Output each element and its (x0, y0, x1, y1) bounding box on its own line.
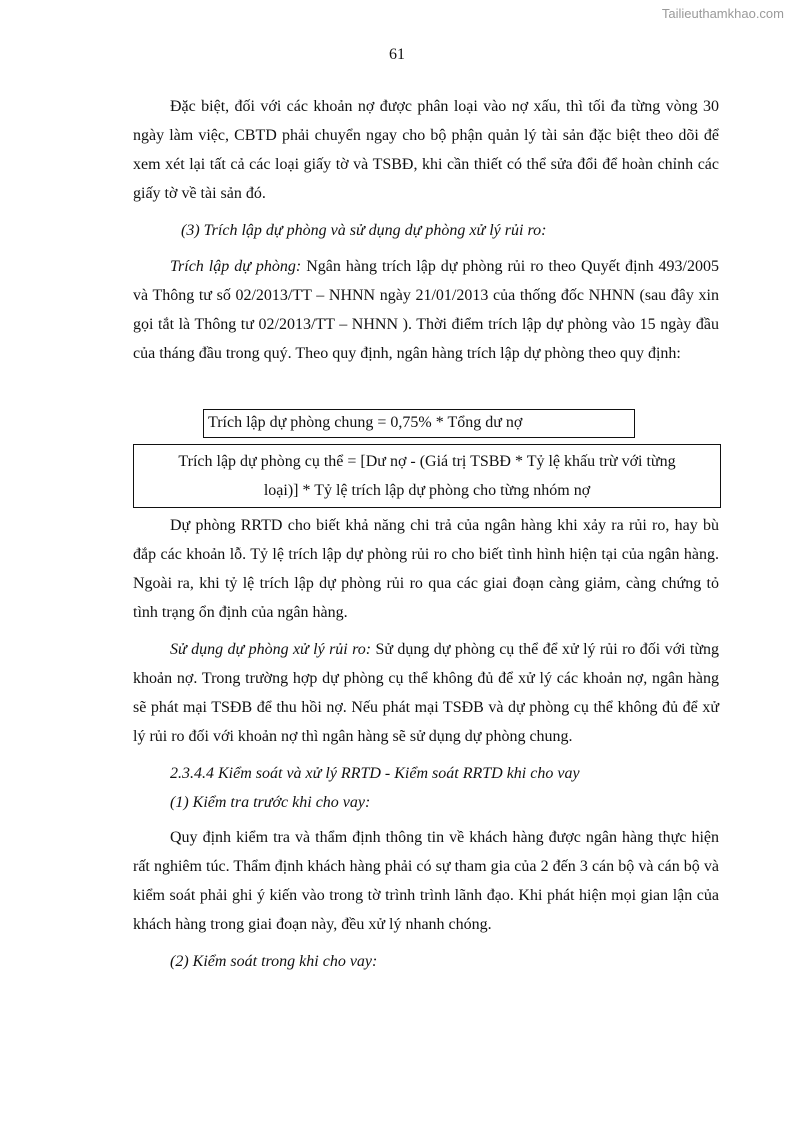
heading-during-loan-control: (2) Kiểm soát trong khi cho vay: (170, 953, 378, 970)
formula-specific-line-2: loại)] * Tỷ lệ trích lập dự phòng cho từng nhóm nợ (263, 482, 591, 499)
heading-pre-loan-check: (1) Kiểm tra trước khi cho vay: (170, 794, 371, 811)
formula-general-provision: Trích lập dự phòng chung = 0,75% * Tổng dư nợ (203, 409, 635, 438)
label-provisioning: Trích lập dự phòng: (170, 258, 302, 275)
paragraph-credit-risk-provision: Dự phòng RRTD cho biết khả năng chi trả của ngân hàng khi xảy ra rủi ro, hay bù đắp các khoản lỗ. Tỷ lệ trích lập dự phòng rủi ro cho biết tình hình hiện tại của ngân hàng. Ngoài ra, khi tỷ lệ trích lập dự phòng rủi ro qua các giai đoạn càng giảm, càng chứng tỏ tình trạng ổn định của ngân hàng. (133, 517, 719, 621)
label-use-provision: Sử dụng dự phòng xử lý rủi ro: (170, 641, 372, 658)
paragraph-pre-loan-check: Quy định kiểm tra và thẩm định thông tin về khách hàng được ngân hàng thực hiện rất nghiêm túc. Thẩm định khách hàng phải có sự tham gia của 2 đến 3 cán bộ và cán bộ và kiểm soát phải ghi ý kiến vào trong tờ trình trình lãnh đạo. Khi phát hiện mọi gian lận của khách hàng trong giai đoạn này, đều xử lý nhanh chóng. (133, 829, 719, 933)
watermark: Tailieuthamkhao.com (661, 6, 784, 21)
heading-provisioning: (3) Trích lập dự phòng và sử dụng dự phòng xử lý rủi ro: (181, 222, 547, 239)
page-number: 61 (389, 46, 405, 63)
document-body-upper (133, 92, 719, 376)
document-body-lower (133, 511, 719, 982)
formula-specific-provision (133, 444, 721, 508)
paragraph-use-provision (133, 635, 719, 751)
paragraph-provisioning (133, 252, 719, 368)
formula-specific-line-1: Trích lập dự phòng cụ thể = [Dư nợ - (Giá trị TSBĐ * Tỷ lệ khấu trừ với từng (178, 453, 676, 470)
heading-2-3-4-4: 2.3.4.4 Kiểm soát và xử lý RRTD - Kiểm soát RRTD khi cho vay (170, 765, 580, 782)
paragraph-provisioning-text: Ngân hàng trích lập dự phòng rủi ro theo Quyết định 493/2005 và Thông tư số 02/2013/TT – NHNN ngày 21/01/2013 của thống đốc NHNN (sau đây xin gọi tắt là Thông tư 02/2013/TT – NHNN ). Thời điểm trích lập dự phòng vào 15 ngày đầu của tháng đầu trong quý. Theo quy định, ngân hàng trích lập dự phòng theo quy định: (133, 258, 719, 362)
paragraph-bad-debt: Đặc biệt, đối với các khoản nợ được phân loại vào nợ xấu, thì tối đa từng vòng 30 ngày làm việc, CBTD phải chuyển ngay cho bộ phận quản lý tài sản đặc biệt theo dõi để xem xét lại tất cả các loại giấy tờ và TSBĐ, khi cần thiết có thể sửa đổi để hoàn chỉnh các giấy tờ về tài sản đó. (133, 98, 719, 202)
paragraph-use-provision-text: Sử dụng dự phòng cụ thể để xử lý rủi ro đối với từng khoản nợ. Trong trường hợp dự phòng cụ thể không đủ để xử lý các khoản nợ, ngân hàng sẽ phát mại TSĐB để thu hồi nợ. Nếu phát mại TSĐB và dự phòng cụ thể không đủ để xử lý rủi ro đối với khoản nợ thì ngân hàng sẽ sử dụng dự phòng chung. (133, 641, 719, 745)
